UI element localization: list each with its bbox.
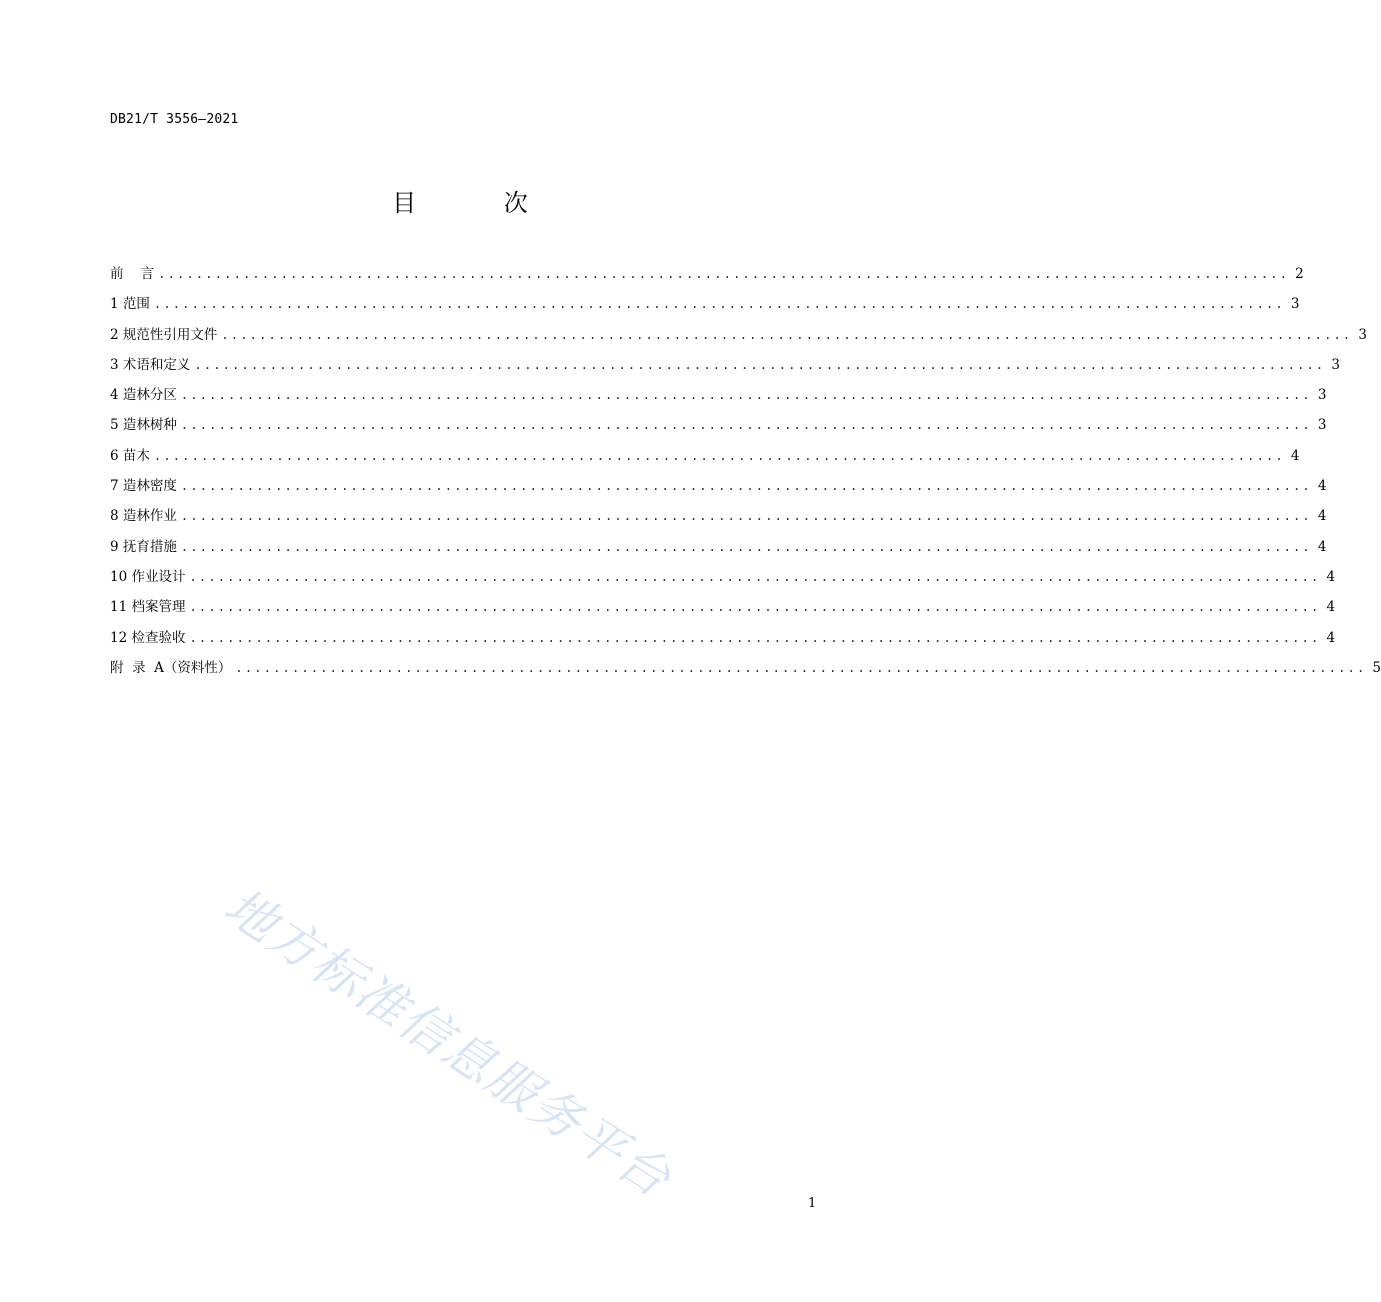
toc-leader-dots: ........................................................................................................................ — [194, 357, 1326, 372]
toc-entry-page: 5 — [1372, 659, 1381, 676]
toc-entry-archives[interactable] — [110, 595, 1336, 625]
toc-entry-label: 前 言 — [110, 266, 155, 282]
toc-entry-label: 12 检查验收 — [110, 629, 186, 646]
toc-leader-dots: ........................................................................................................................ — [180, 388, 1312, 403]
toc-entry-label: 9 抚育措施 — [110, 538, 177, 555]
toc-entry-terms[interactable] — [110, 353, 1340, 383]
toc-entry-page: 3 — [1317, 387, 1327, 404]
toc-entry-label: 附 录 A（资料性） — [110, 659, 232, 676]
toc-leader-dots: ........................................................................................................................ — [153, 297, 1285, 312]
toc-leader-dots: ........................................................................................................................ — [180, 539, 1312, 554]
toc-entry-zoning[interactable] — [110, 383, 1327, 413]
toc-leader-dots: ........................................................................................................................ — [180, 509, 1312, 524]
toc-entry-appendix-a[interactable] — [110, 656, 1381, 686]
toc-entry-seedlings[interactable] — [110, 444, 1300, 474]
toc-entry-normative-references[interactable] — [110, 323, 1367, 353]
toc-entry-page: 4 — [1317, 538, 1327, 555]
toc-entry-label: 7 造林密度 — [110, 478, 177, 495]
toc-entry-page: 3 — [1290, 296, 1300, 313]
toc-leader-dots: ........................................................................................................................ — [158, 267, 1290, 281]
toc-entry-page: 4 — [1317, 508, 1327, 525]
toc-entry-foreword[interactable] — [110, 262, 1304, 292]
toc-entry-page: 4 — [1326, 599, 1336, 616]
toc-entry-operations[interactable] — [110, 504, 1327, 534]
watermark-text: 地方标准信息服务平台 — [214, 877, 682, 1209]
page-title: 目 次 — [392, 189, 568, 217]
toc-leader-dots: ........................................................................................................................ — [180, 479, 1312, 494]
toc-entry-page: 4 — [1290, 447, 1300, 464]
toc-entry-label: 2 规范性引用文件 — [110, 326, 218, 343]
toc-entry-page: 4 — [1317, 478, 1327, 495]
toc-entry-label: 1 范围 — [110, 296, 150, 313]
toc-entry-page: 3 — [1317, 417, 1327, 434]
toc-entry-species[interactable] — [110, 413, 1327, 443]
toc-entry-page: 4 — [1326, 568, 1336, 585]
toc-entry-label: 11 档案管理 — [110, 599, 186, 616]
table-of-contents — [110, 262, 1381, 686]
document-code: DB21/T 3556—2021 — [110, 112, 239, 127]
toc-entry-label: 5 造林树种 — [110, 417, 177, 434]
toc-entry-page: 4 — [1326, 629, 1336, 646]
toc-entry-label: 8 造林作业 — [110, 508, 177, 525]
toc-leader-dots: ........................................................................................................................ — [235, 660, 1367, 675]
toc-entry-inspection[interactable] — [110, 626, 1336, 656]
toc-entry-density[interactable] — [110, 474, 1327, 504]
toc-entry-label: 10 作业设计 — [110, 568, 186, 585]
page-number: 1 — [808, 1196, 817, 1211]
toc-entry-label: 6 苗木 — [110, 447, 150, 464]
toc-entry-label: 3 术语和定义 — [110, 356, 191, 373]
toc-entry-tending[interactable] — [110, 535, 1327, 565]
toc-entry-scope[interactable] — [110, 292, 1300, 322]
toc-leader-dots: ........................................................................................................................ — [189, 569, 1321, 584]
toc-entry-label: 4 造林分区 — [110, 387, 177, 404]
toc-entry-page: 3 — [1358, 326, 1367, 343]
toc-entry-page: 2 — [1295, 266, 1304, 282]
toc-leader-dots: ........................................................................................................................ — [189, 630, 1321, 645]
toc-leader-dots: ........................................................................................................................ — [221, 327, 1353, 342]
toc-leader-dots: ........................................................................................................................ — [153, 448, 1285, 463]
toc-leader-dots: ........................................................................................................................ — [180, 418, 1312, 433]
toc-leader-dots: ........................................................................................................................ — [189, 600, 1321, 615]
toc-entry-design[interactable] — [110, 565, 1336, 595]
toc-entry-page: 3 — [1331, 356, 1340, 373]
